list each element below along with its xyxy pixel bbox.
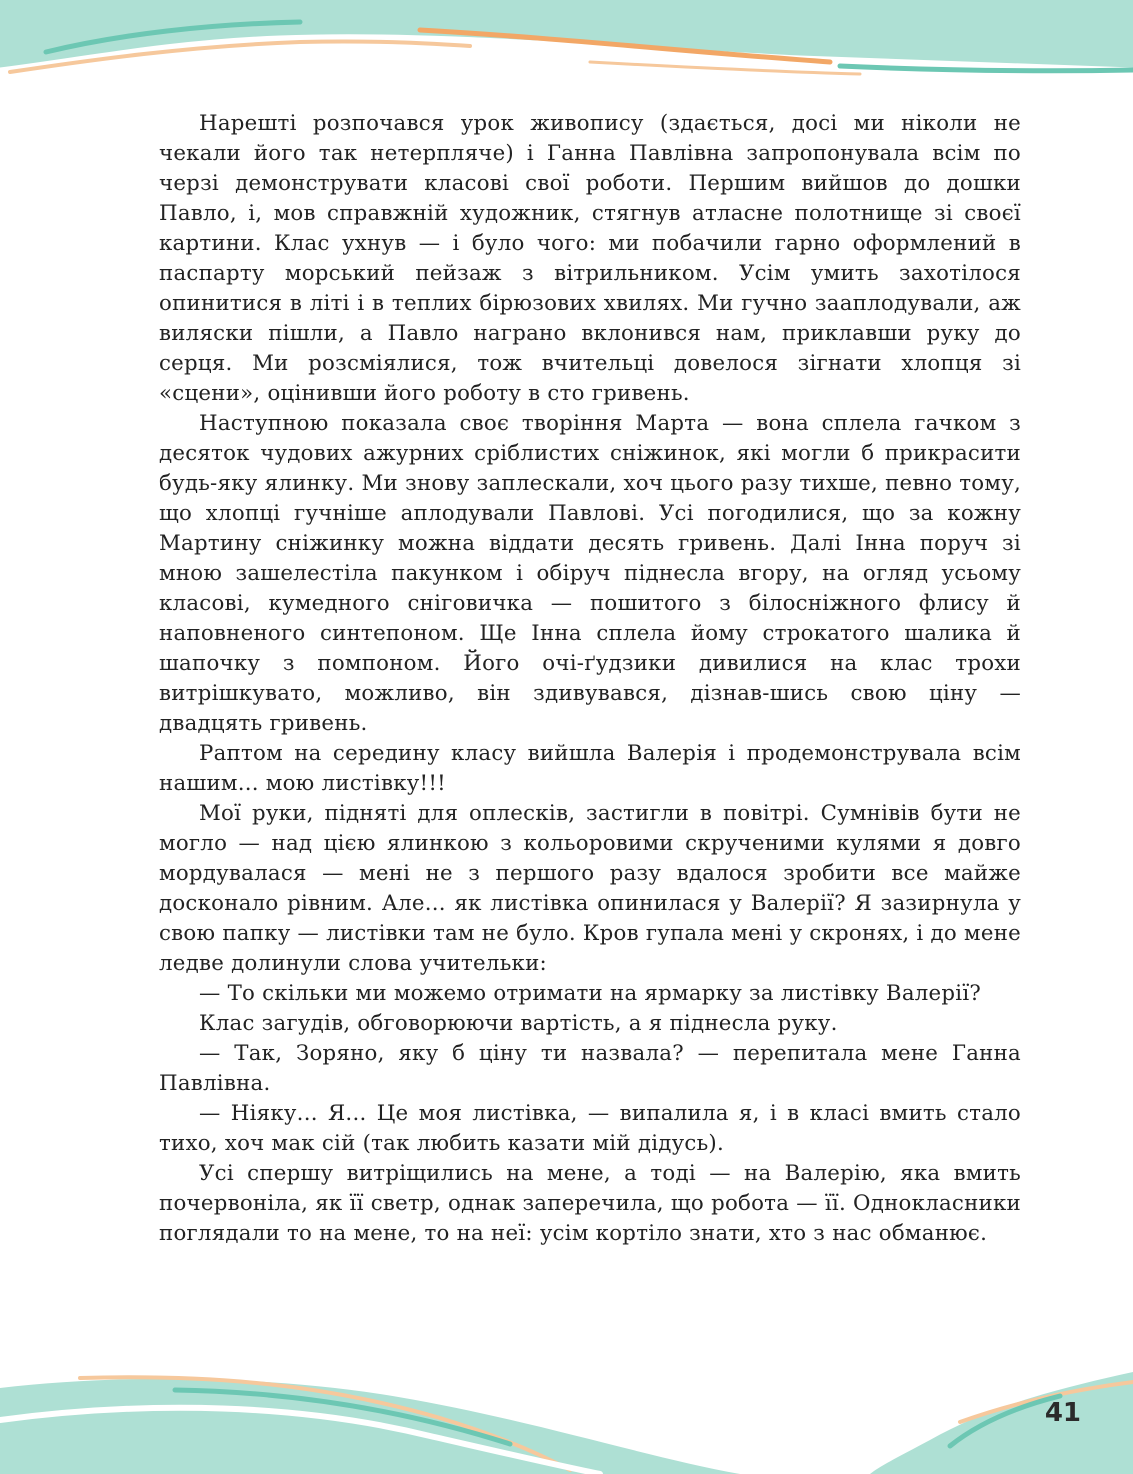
paragraph: Усі спершу витріщились на мене, а тоді — на Валерію, яка вмить почервоніла, як її светр, однак заперечила, що робота — її. Однокласники поглядали то на мене, то на неї: усім кортіло знати, хто з нас обманює. bbox=[159, 1161, 1021, 1246]
bottom-wave-decoration bbox=[0, 1360, 1133, 1474]
dialogue-paragraph: — То скільки ми можемо отримати на ярмарку за листівку Валерії? bbox=[199, 981, 982, 1006]
paragraph: Раптом на середину класу вийшла Валерія і продемонструвала всім нашим... мою листівку!!! bbox=[159, 741, 1021, 796]
story-text bbox=[159, 109, 1021, 1249]
paragraph: Мої руки, підняті для оплесків, застигли в повітрі. Сумнівів бути не могло — над цією ялинкою з кольоровими скрученими кулями я довго мордувалася — мені не з першого разу вдалося зробити все майже досконало рівним. Але... як листівка опинилася у Валерії? Я зазирнула у свою папку — листівки там не було. Кров гупала мені у скронях, і до мене ледве долинули слова учительки: bbox=[159, 801, 1021, 976]
dialogue-paragraph: — Ніяку... Я... Це моя листівка, — випалила я, і в класі вмить стало тихо, хоч мак сій (так любить казати мій дідусь). bbox=[159, 1101, 1021, 1156]
top-wave-decoration bbox=[0, 0, 1133, 110]
paragraph: Наступною показала своє творіння Марта — вона сплела гачком з десяток чудових ажурних сріблистих сніжинок, які могли б прикрасити будь-яку ялинку. Ми знову заплескали, хоч цього разу тихше, певно тому, що хлопці гучніше аплодували Павлові. Усі погодилися, що за кожну Мартину сніжинку можна віддати десять гривень. Далі Інна поруч зі мною зашелестіла пакунком і обіруч піднесла вгору, на огляд усьому класові, кумедного сніговичка — пошитого з білосніжного флису й наповненого синтепоном. Ще Інна сплела йому строкатого шалика й шапочку з помпоном. Його очі-ґудзики дивилися на клас трохи витрішкувато, можливо, він здивувався, дізнав-шись свою ціну — двадцять гривень. bbox=[159, 411, 1021, 736]
paragraph: Нарешті розпочався урок живопису (здається, досі ми ніколи не чекали його так нетерпляче) і Ганна Павлівна запропонувала всім по черзі демонструвати класові свої роботи. Першим вийшов до дошки Павло, і, мов справжній художник, стягнув атласне полотнище зі своєї картини. Клас ухнув — і було чого: ми побачили гарно оформлений в паспарту морський пейзаж з вітрильником. Усім умить захотілося опинитися в літі і в теплих бірюзових хвилях. Ми гучно зааплодували, аж виляски пішли, а Павло награно вклонився нам, приклавши руку до серця. Ми розсміялися, тож вчительці довелося зігнати хлопця зі «сцени», оцінивши його роботу в сто гривень. bbox=[159, 111, 1021, 406]
paragraph: Клас загудів, обговорюючи вартість, а я піднесла руку. bbox=[199, 1011, 838, 1036]
page-number: 41 bbox=[1044, 1398, 1081, 1428]
top-wave-fill bbox=[0, 0, 1133, 70]
dialogue-paragraph: — Так, Зоряно, яку б ціну ти назвала? — перепитала мене Ганна Павлівна. bbox=[159, 1041, 1021, 1096]
